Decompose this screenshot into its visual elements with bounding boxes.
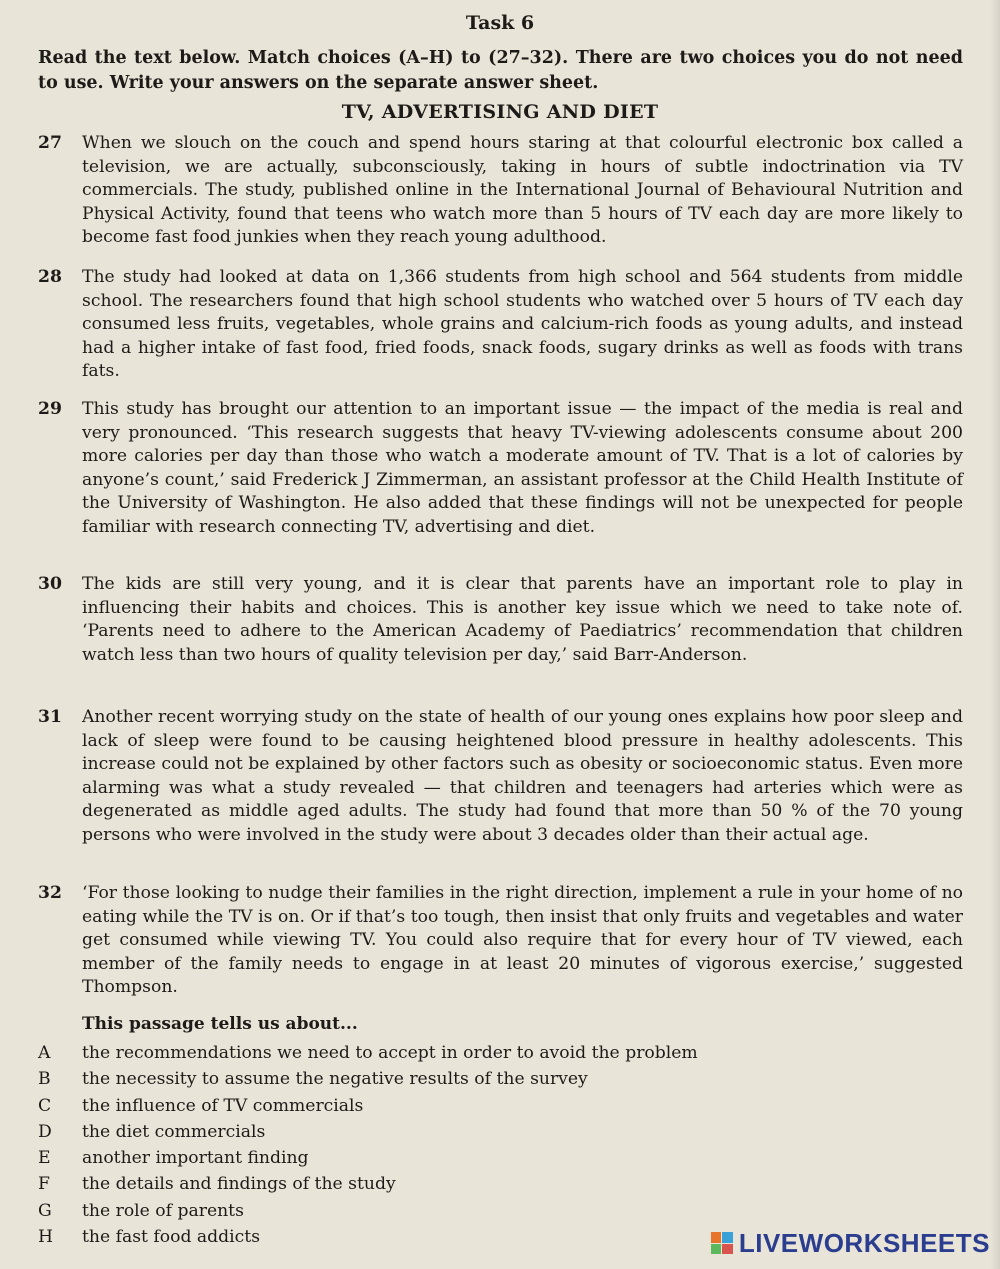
task-instructions: Read the text below. Match choices (A–H) to (27–32). There are two choices you do not need to use. Write your answers on the separate answer sheet.: [38, 48, 963, 93]
choice-a: [38, 1040, 798, 1066]
choice-text: the fast food addicts: [82, 1227, 261, 1248]
paragraph-text: ‘For those looking to nudge their families in the right direction, implement a rule in your home of no eating while the TV is on. Or if that’s too tough, then insist that only fruits and vegetables and water get consumed while viewing TV. You could also require that for every hour of TV viewed, each member of the family needs to engage in at least 20 minutes of vigorous exercise,’ suggested Thompson.: [82, 883, 963, 998]
choice-letter: A: [38, 1043, 51, 1063]
choice-d: [38, 1119, 798, 1145]
paragraph-number: 29: [38, 399, 62, 419]
watermark-text: LIVEWORKSHEETS: [738, 1227, 990, 1258]
paragraph-28: [38, 266, 963, 384]
choice-g: [38, 1198, 798, 1224]
choice-text: the necessity to assume the negative results of the survey: [82, 1069, 588, 1090]
choice-letter: F: [38, 1174, 50, 1195]
scan-edge-shadow: [990, 0, 1000, 1269]
paragraph-32: [38, 882, 963, 1000]
choice-letter: H: [38, 1227, 53, 1248]
liveworksheets-watermark: [711, 1229, 990, 1257]
task-title: Task 6: [465, 12, 535, 34]
choice-text: the role of parents: [82, 1200, 244, 1221]
choice-text: another important finding: [82, 1148, 309, 1169]
paragraph-number: 27: [38, 133, 62, 153]
paragraph-27: [38, 132, 963, 250]
paragraph-text: The study had looked at data on 1,366 students from high school and 564 students from middle school. The researchers found that high school students who watched over 5 hours of TV each day consumed less fruits, vegetables, whole grains and calcium-rich foods as young adults, and instead had a higher intake of fast food, fried foods, snack foods, sugary drinks as well as foods with trans fats.: [82, 267, 963, 382]
choice-h: [38, 1224, 798, 1250]
paragraph-30: [38, 573, 963, 667]
matching-question: This passage tells us about...: [82, 1014, 358, 1034]
paragraph-number: 30: [38, 574, 62, 594]
choice-letter: C: [38, 1095, 52, 1116]
paragraph-29: [38, 398, 963, 540]
choice-e: [38, 1145, 798, 1171]
paragraph-number: 31: [38, 707, 62, 727]
choice-letter: E: [38, 1148, 51, 1169]
choice-text: the diet commercials: [82, 1121, 266, 1142]
paragraph-text: The kids are still very young, and it is clear that parents have an important role to play in influencing their habits and choices. This is another key issue which we need to take note of. ‘Parents need to adhere to the American Academy of Paediatrics’ recommendation that children watch less than two hours of quality television per day,’ said Barr-Anderson.: [82, 574, 963, 665]
choice-f: [38, 1171, 798, 1197]
paragraph-text: This study has brought our attention to an important issue — the impact of the media is real and very pronounced. ‘This research suggests that heavy TV-viewing adolescents consume about 200 more calories per day than those who watch a moderate amount of TV. That is a lot of calories by anyone’s count,’ said Frederick J Zimmerman, an assistant professor at the Child Health Institute of the University of Washington. He also added that these findings will not be unexpected for people familiar with research connecting TV, advertising and diet.: [82, 399, 963, 537]
choice-c: [38, 1093, 798, 1119]
paragraph-number: 32: [38, 883, 62, 903]
paragraph-text: When we slouch on the couch and spend hours staring at that colourful electronic box called a television, we are actually, subconsciously, taking in hours of subtle indoctrination via TV commercials. The study, published online in the International Journal of Behavioural Nutrition and Physical Activity, found that teens who watch more than 5 hours of TV each day are more likely to become fast food junkies when they reach young adulthood.: [82, 133, 963, 248]
choice-letter: D: [38, 1121, 52, 1142]
choice-b: [38, 1066, 798, 1092]
choice-letter: B: [38, 1069, 51, 1090]
paragraph-text: Another recent worrying study on the state of health of our young ones explains how poor sleep and lack of sleep were found to be causing heightened blood pressure in healthy adolescents. This increase could not be explained by other factors such as obesity or socioeconomic status. Even more alarming was what a study revealed — that children and teenagers had arteries which were as degenerated as middle aged adults. The study had found that more than 50 % of the 70 young persons who were involved in the study were about 3 decades older than their actual age.: [82, 707, 963, 845]
passage-headline: TV, ADVERTISING AND DIET: [341, 101, 659, 123]
paragraph-31: [38, 706, 963, 848]
paragraph-number: 28: [38, 267, 62, 287]
choice-text: the recommendations we need to accept in order to avoid the problem: [82, 1043, 698, 1063]
choice-text: the influence of TV commercials: [82, 1095, 364, 1116]
choice-text: the details and findings of the study: [82, 1174, 396, 1195]
liveworksheets-logo-icon: [711, 1232, 733, 1254]
choice-list: [38, 1040, 798, 1250]
choice-letter: G: [38, 1200, 52, 1221]
